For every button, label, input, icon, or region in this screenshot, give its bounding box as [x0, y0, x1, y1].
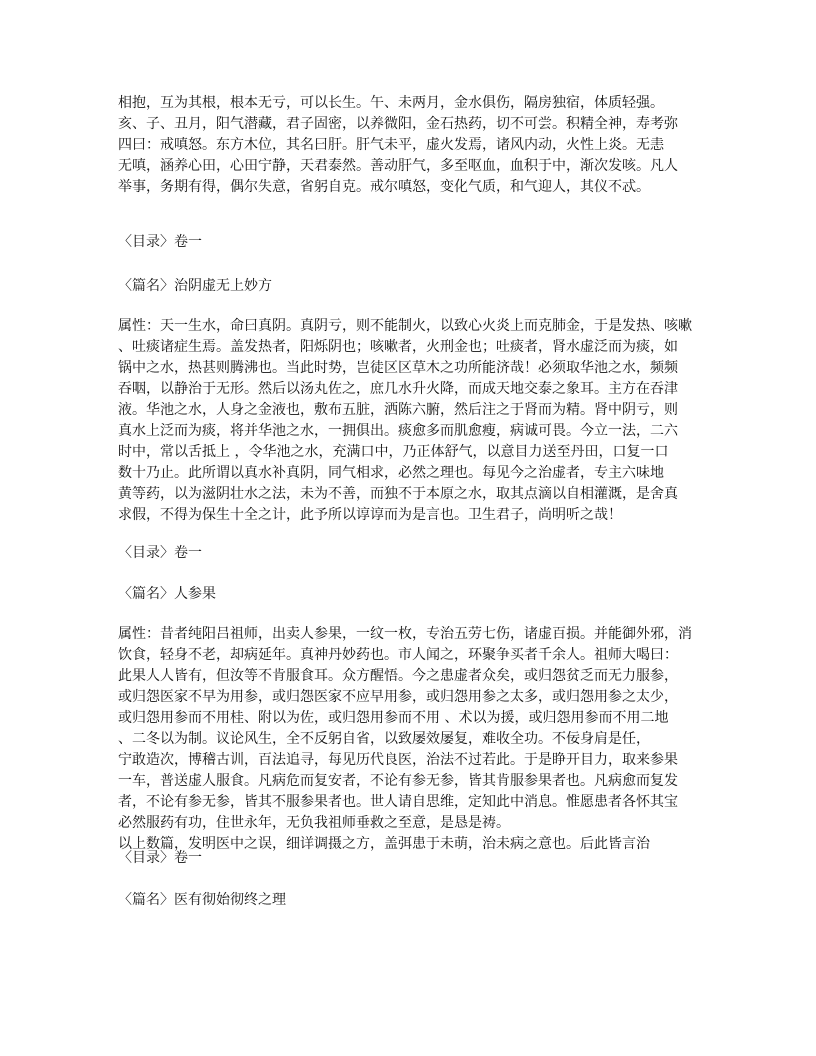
text-line: 以上数篇，发明医中之误，细详调摄之方，盖弭患于未萌，治未病之意也。后此皆言治 — [118, 836, 650, 852]
text-line: 吞咽，以静治于无形。然后以汤丸佐之，庶几水升火降，而成天地交泰之象耳。主方在吞津 — [118, 381, 678, 397]
text-line: 四曰：戒嗔怒。东方木位，其名曰肝。肝气未平，虚火发焉，诸风内动，火性上炎。无恚 — [118, 137, 664, 153]
section-body — [118, 624, 692, 855]
text-line: 属性：昔者纯阳吕祖师，出卖人参果，一纹一枚，专治五劳七伤，诸虚百损。并能御外邪，消 — [118, 626, 692, 642]
text-line: 属性：天一生水，命曰真阴。真阴亏，则不能制火，以致心火炎上而克肺金，于是发热、咳嗽 — [118, 318, 692, 334]
text-line: 一车，普送虚人服食。凡病危而复安者，不论有参无参，皆其肯服参果者也。凡病愈而复发 — [118, 773, 678, 789]
section-catalog: 〈目录〉卷一 — [118, 850, 202, 866]
section-catalog: 〈目录〉卷一 — [118, 234, 202, 250]
section-title: 〈篇名〉治阴虚无上妙方 — [118, 278, 272, 294]
text-line: 锅中之水，热甚则腾沸也。当此时势，岂徒区区草木之功所能济哉！必须取华池之水，频频 — [118, 360, 678, 376]
text-line: 、二冬以为制。议论风生，全不反躬自省，以致屡效屡复，难收全功。不佞身肩是任， — [118, 731, 650, 747]
text-line: 时中，常以舌抵上 ，令华池之水，充满口中，乃正体舒气，以意目力送至丹田，口复一口 — [118, 444, 669, 460]
text-line: 液。华池之水，人身之金液也，敷布五脏，洒陈六腑，然后注之于肾而为精。肾中阴亏，则 — [118, 402, 678, 418]
text-line: 必然服药有功，住世永年，无负我祖师垂救之至意，是恳是祷。 — [118, 815, 510, 831]
section-title: 〈篇名〉人参果 — [118, 586, 216, 602]
text-line: 数十乃止。此所谓以真水补真阴，同气相求，必然之理也。每见今之治虚者，专主六味地 — [118, 465, 664, 481]
section-title: 〈篇名〉医有彻始彻终之理 — [118, 892, 286, 908]
text-line: 宁敢造次，博稽古训，百法追寻，每见历代良医，治法不过若此。于是睁开目力，取来参果 — [118, 752, 678, 768]
text-line: 者，不论有参无参，皆其不服参果者也。世人请自思维，定知此中消息。惟愿患者各怀其宝 — [118, 794, 678, 810]
section-catalog: 〈目录〉卷一 — [118, 545, 202, 561]
text-line: 相抱，互为其根，根本无亏，可以长生。午、未两月，金水俱伤，隔房独宿，体质轻强。 — [118, 95, 664, 111]
text-line: 举事，务期有得，偶尔失意，省躬自克。戒尔嗔怒，变化气质，和气迎人，其仪不忒。 — [118, 179, 650, 195]
text-line: 此果人人皆有，但汝等不肯服食耳。众方醒悟。今之患虚者众矣，或归怨贫乏而无力服参， — [118, 668, 678, 684]
text-line: 求假，不得为保生十全之计，此予所以谆谆而为是言也。卫生君子，尚明听之哉！ — [118, 507, 622, 523]
text-line: 饮食，轻身不老，却病延年。真神丹妙药也。市人闻之，环聚争买者千余人。祖师大喝曰： — [118, 647, 678, 663]
intro-paragraph — [118, 93, 678, 198]
text-line: 真水上泛而为痰，将并华池之水，一拥俱出。痰愈多而肌愈瘦，病诚可畏。今立一法，二六 — [118, 423, 678, 439]
text-line: 或归怨医家不早为用参，或归怨医家不应早用参，或归怨用参之太多，或归怨用参之太少， — [118, 689, 678, 705]
text-line: 无嗔，涵养心田，心田宁静，天君泰然。善动肝气，多至呕血，血积于中，渐次发咳。凡人 — [118, 158, 678, 174]
text-line: 或归怨用参而不用桂、附以为佐，或归怨用参而不用 、术以为援，或归怨用参而不用二地 — [118, 710, 669, 726]
text-line: 黄等药，以为滋阴壮水之法，未为不善，而独不于本原之水，取其点滴以自相灌溉，是舍真 — [118, 486, 678, 502]
text-line: 、吐痰诸症生焉。盖发热者，阳烁阴也；咳嗽者，火刑金也；吐痰者，肾水虚泛而为痰，如 — [118, 339, 678, 355]
text-line: 亥、子、丑月，阳气潜藏，君子固密，以养微阳，金石热药，切不可尝。积精全神，寿考弥 — [118, 116, 678, 132]
section-body — [118, 316, 692, 526]
